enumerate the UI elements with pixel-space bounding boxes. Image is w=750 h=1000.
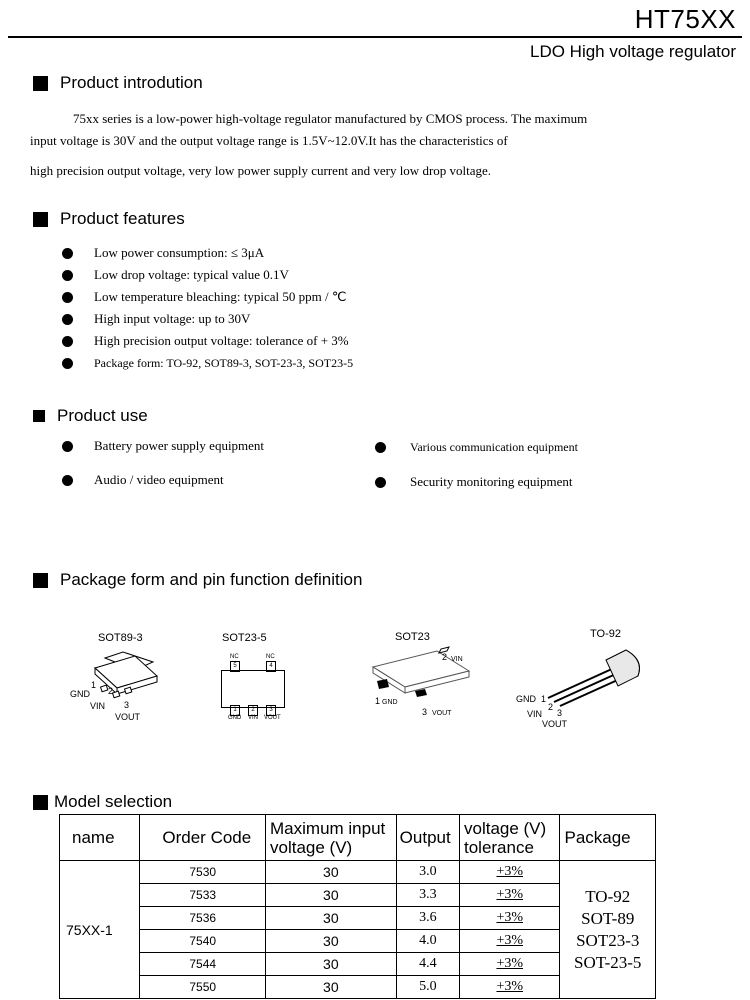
models-heading-text: Model selection [54, 792, 173, 811]
column-header: name [60, 815, 140, 861]
intro-line-3: high precision output voltage, very low power supply current and very low drop voltage. [30, 163, 492, 178]
column-header: Output [396, 815, 459, 861]
output-cell: 3.0 [396, 861, 459, 884]
list-item: Low drop voltage: typical value 0.1V [62, 264, 353, 286]
tolerance-cell: +3% [459, 907, 560, 930]
sot89-pin-name-gnd: GND [70, 689, 90, 699]
sot89-pin-3: 3 [124, 700, 130, 710]
column-header: Order Code [140, 815, 266, 861]
to92-pin-1: 1 [541, 694, 547, 704]
list-item: Low temperature bleaching: typical 50 ppm / ℃ [62, 286, 353, 308]
sot23-5-vout-label: VOUT [264, 715, 281, 721]
document-title: HT75XX [634, 4, 736, 34]
model-name-cell: 75XX-1 [60, 861, 140, 999]
sot23-5-pin-2: 2 [248, 705, 258, 716]
sot23-pin-3: 3 [422, 707, 428, 717]
sot23-5-nc-label: NC [266, 654, 275, 660]
order-code-cell: 7544 [140, 953, 266, 976]
use-item: Battery power supply equipment [62, 438, 264, 454]
order-code-cell: 7550 [140, 976, 266, 999]
order-code-cell: 7536 [140, 907, 266, 930]
sot89-label: SOT89-3 [98, 632, 143, 644]
to92-pin-2: 2 [548, 702, 554, 712]
sot23-label: SOT23 [395, 631, 430, 643]
sot23-gnd-label: GND [382, 699, 398, 706]
max-input-cell: 30 [266, 930, 397, 953]
square-bullet-icon [33, 410, 45, 422]
intro-line-2: input voltage is 30V and the output voltage range is 1.5V~12.0V.It has the characteristics of [30, 133, 508, 148]
use-item: Various communication equipment [375, 440, 578, 455]
tolerance-cell: +3% [459, 976, 560, 999]
use-heading-text: Product use [57, 406, 148, 425]
section-heading-intro [33, 73, 203, 93]
intro-line-1: 75xx series is a low-power high-voltage regulator manufactured by CMOS process. The maximum [73, 111, 588, 126]
square-bullet-icon [33, 795, 48, 810]
bullet-dot-icon [62, 441, 73, 452]
output-cell: 4.4 [396, 953, 459, 976]
list-item: High input voltage: up to 30V [62, 308, 353, 330]
max-input-cell: 30 [266, 907, 397, 930]
to92-vin-label: VIN [527, 709, 543, 719]
section-heading-use [33, 406, 148, 426]
to92-gnd-label: GND [516, 694, 536, 704]
bullet-dot-icon [62, 475, 73, 486]
square-bullet-icon [33, 573, 48, 588]
max-input-cell: 30 [266, 953, 397, 976]
list-item: Low power consumption: ≤ 3μA [62, 242, 353, 264]
sot23-5-vin-label: VIN [248, 715, 259, 721]
column-header: Maximum input voltage (V) [266, 815, 397, 861]
order-code-cell: 7540 [140, 930, 266, 953]
section-heading-packages [33, 570, 362, 590]
package-item: SOT23-3 [576, 930, 640, 950]
package-item: SOT-89 [581, 908, 635, 928]
column-header: voltage (V) tolerance [459, 815, 560, 861]
package-item: TO-92 [585, 886, 631, 906]
features-heading-text: Product features [60, 209, 185, 228]
title-divider [8, 36, 742, 38]
max-input-cell: 30 [266, 861, 397, 884]
sot89-pin-name-vin: VIN [90, 701, 106, 711]
model-selection-table [59, 814, 656, 999]
sot23-pin-2: 2 [442, 652, 448, 662]
bullet-dot-icon [62, 358, 73, 369]
tolerance-cell: +3% [459, 861, 560, 884]
use-item: Audio / video equipment [62, 472, 224, 488]
sot23-5-pin-3: 3 [266, 705, 276, 716]
list-item: Package form: TO-92, SOT89-3, SOT-23-3, SOT23-5 [62, 352, 353, 374]
to92-vout-label: VOUT [542, 719, 568, 729]
use-item: Security monitoring equipment [375, 474, 572, 490]
table-row [60, 861, 656, 884]
package-item: SOT-23-5 [574, 952, 642, 972]
max-input-cell: 30 [266, 884, 397, 907]
bullet-dot-icon [62, 292, 73, 303]
sot23-5-pin-4: 4 [266, 661, 276, 672]
max-input-cell: 30 [266, 976, 397, 999]
sot23-5-nc-label: NC [230, 654, 239, 660]
intro-heading-text: Product introdution [60, 73, 203, 92]
sot23-5-pin-5: 5 [230, 661, 240, 672]
sot23-vin-label: VIN [451, 656, 463, 663]
section-heading-features [33, 209, 185, 229]
sot23-5-pin-1: 1 [230, 705, 240, 716]
sot23-5-label: SOT23-5 [222, 632, 267, 644]
tolerance-cell: +3% [459, 930, 560, 953]
sot23-vout-label: VOUT [432, 710, 452, 717]
package-list-cell [560, 861, 656, 999]
tolerance-cell: +3% [459, 884, 560, 907]
bullet-dot-icon [375, 477, 386, 488]
bullet-dot-icon [62, 314, 73, 325]
sot89-pin-name-vout: VOUT [115, 712, 141, 722]
square-bullet-icon [33, 76, 48, 91]
list-item: High precision output voltage: tolerance of + 3% [62, 330, 353, 352]
to92-package-diagram [540, 640, 650, 715]
bullet-dot-icon [62, 248, 73, 259]
to92-label: TO-92 [590, 628, 621, 640]
sot89-pin-1: 1 [91, 680, 97, 690]
bullet-dot-icon [62, 336, 73, 347]
document-subtitle: LDO High voltage regulator [529, 42, 736, 61]
bullet-dot-icon [375, 442, 386, 453]
column-header: Package [560, 815, 656, 861]
sot23-pin-1: 1 [375, 696, 381, 706]
sot23-5-body [221, 670, 285, 708]
order-code-cell: 7530 [140, 861, 266, 884]
sot89-pin-2: 2 [108, 686, 114, 696]
square-bullet-icon [33, 212, 48, 227]
output-cell: 5.0 [396, 976, 459, 999]
output-cell: 4.0 [396, 930, 459, 953]
output-cell: 3.3 [396, 884, 459, 907]
tolerance-cell: +3% [459, 953, 560, 976]
section-heading-models [33, 792, 172, 812]
packages-heading-text: Package form and pin function definition [60, 570, 363, 589]
sot23-5-gnd-label: GND [228, 715, 242, 721]
to92-pin-3: 3 [557, 708, 563, 718]
features-list [62, 242, 353, 374]
table-header-row [60, 815, 656, 861]
order-code-cell: 7533 [140, 884, 266, 907]
bullet-dot-icon [62, 270, 73, 281]
output-cell: 3.6 [396, 907, 459, 930]
